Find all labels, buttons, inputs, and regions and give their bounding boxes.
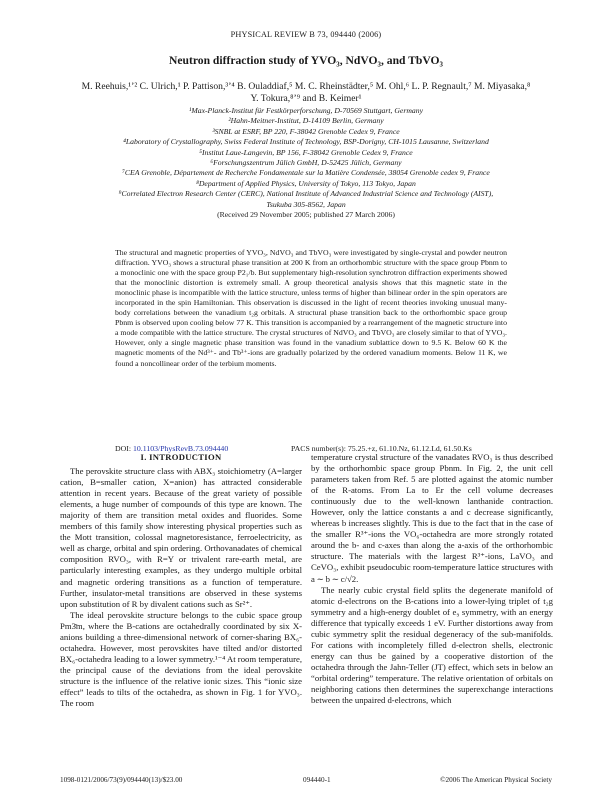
affiliation: ¹Max-Planck-Institut für Festkörperforschung, D-70569 Stuttgart, Germany: [189, 106, 423, 115]
paragraph: The ideal perovskite structure belongs to the cubic space group Pm3̄m, where the B-cations are octahedrally coordinated by six X-anions building a three-dimensional network of corner-sharing BX₆-octahedra. However, most perovskites have tilted and/or distorted BX₆-octahedra leading to a lower symmetry.¹⁻⁴ At room temperature, the principal cause of the deviations from the ideal perovskite structure is the influence of the relative ionic sizes. This “ionic size effect” leads to tilts of the octahedra, as shown in Fig. 1 for YVO₃. The room: [60, 609, 302, 709]
affiliation: Tsukuba 305-8562, Japan: [266, 199, 346, 209]
author-list: [50, 81, 562, 105]
paragraph: The perovskite structure class with ABX₃ stoichiometry (A=larger cation, B=smaller cation, X=anion) has attracted considerable attention in recent years. Because of the great variety of possible elements, a huge number of compounds of this type are known. The majority of them are transition metal oxides and fluorides. Some members of this family show interesting physical properties such as the Mott transition, colossal magnetoresistance, ferroelectricity, as well as charge, orbital and spin ordering. Orthovanadates of chemical composition RVO₃, with R=Y or trivalent rare-earth metal, are particularly interesting examples, as they undergo multiple orbital and magnetic ordering transitions as a function of temperature. Further, insulator-metal transitions are observed in these systems upon substitution of R by divalent cations such as Sr²⁺.: [60, 466, 302, 609]
affiliation: ⁶Forschungszentrum Jülich GmbH, D-52425 Jülich, Germany: [210, 157, 402, 167]
abstract-text: The structural and magnetic properties of YVO₃, NdVO₃ and TbVO₃ were investigated by single-crystal and powder neutron diffraction. YVO₃ shows a structural phase transition at 200 K from an orthorhombic structure with the space group Pbnm to a monoclinic one with the space group P2₁/b. But supplementary high-resolution synchrotron diffraction experiments showed that the monoclinic distortion is extremely small. A group theoretical analysis shows that this magnetic state in the monoclinic phase is incompatible with the lattice structure, unless terms of higher than bilinear order in the spin operators are incorporated in the spin Hamiltonian. This observation is discussed in the light of recent theories invoking unusual many-body correlations between the vanadium t₂g orbitals. A structural phase transition back to the orthorhombic space group Pbnm is observed upon cooling below 77 K. This transition is accompanied by a rearrangement of the magnetic structure into a mode compatible with the lattice structure. The crystal structures of NdVO₃ and TbVO₃ are closely similar to that of YVO₃. However, only a single magnetic phase transition was found in the vanadium sublattice down to 9.5 K. Below 60 K the magnetic moments of the Nd³⁺- and Tb³⁺-ions are gradually polarized by the ordered vanadium moments. Below 11 K, we found a noncollinear order of the terbium moments.: [115, 248, 507, 368]
affiliation: ⁴Laboratory of Crystallography, Swiss Federal Institute of Technology, BSP-Dorigny, CH-1015 Lausanne, Switzerland: [123, 137, 489, 147]
page-number: 094440-1: [303, 776, 331, 784]
affiliation: ³SNBL at ESRF, BP 220, F-38042 Grenoble Cedex 9, France: [212, 126, 400, 136]
affiliation: ²Hahn-Meitner-Institut, D-14109 Berlin, Germany: [228, 116, 384, 126]
footer-issn: 1098-0121/2006/73(9)/094440(13)/$23.00: [60, 776, 183, 784]
affiliation: ⁵Institut Laue-Langevin, BP 156, F-38042 Grenoble Cedex 9, France: [199, 147, 413, 157]
affiliation: ⁷CEA Grenoble, Département de Recherche Fondamentale sur la Matière Condensée, 38054 Grenoble cedex 9, France: [122, 168, 490, 178]
affiliation: ⁸Department of Applied Physics, University of Tokyo, 113 Tokyo, Japan: [196, 178, 416, 188]
abstract: [115, 248, 507, 369]
copyright: ©2006 The American Physical Society: [440, 776, 552, 784]
received-dates: (Received 29 November 2005; published 27 March 2006): [217, 209, 395, 219]
author-line: M. Reehuis,¹ʼ² C. Ulrich,¹ P. Pattison,³ʼ⁴ B. Ouladdiaf,⁵ M. C. Rheinstädter,⁵ M. Ohl,⁶ L. P. Regnault,⁷ M. Miyasaka,⁸: [81, 81, 531, 92]
pacs-numbers: PACS number(s): 75.25.+z, 61.10.Nz, 61.12.Ld, 61.50.Ks: [291, 444, 472, 453]
section-heading: I. INTRODUCTION: [140, 452, 222, 462]
affiliation: ⁹Correlated Electron Research Center (CERC), National Institute of Advanced Industrial Science and Technology (AIST),: [118, 189, 494, 199]
author-line: Y. Tokura,⁸ʼ⁹ and B. Keimer¹: [250, 93, 362, 104]
affiliation-list: [40, 106, 572, 220]
journal-header: PHYSICAL REVIEW B 73, 094440 (2006): [230, 30, 382, 39]
left-column: [60, 452, 302, 709]
paper-title: Neutron diffraction study of YVO₃, NdVO₃, and TbVO₃: [169, 54, 443, 67]
right-column: [311, 452, 553, 706]
doi-link[interactable]: 10.1103/PhysRevB.73.094440: [132, 444, 229, 453]
doi-label: DOI:: [115, 444, 132, 453]
paragraph: The nearly cubic crystal field splits the degenerate manifold of atomic d-electrons on the B-cations into a lower-lying triplet of t₂g symmetry and a high-energy doublet of e₉ symmetry, with an energy difference that typically exceeds 1 eV. Further distortions away from cubic symmetry split the residual degeneracy of the sub-manifolds. For cations with incompletely filled d-electron shells, electronic energy can thus be gained by a cooperative distortion of the octahedra through the Jahn-Teller (JT) effect, which sets in below an “orbital ordering” temperature. The relative orientation of orbitals on neighboring cations then determines the superexchange interactions between the unpaired d-electrons, which: [311, 584, 553, 706]
paragraph: temperature crystal structure of the vanadates RVO₃ is thus described by the orthorhombic space group Pbnm. In Fig. 2, the unit cell parameters taken from Ref. 5 are plotted against the atomic number of the R-atoms. From La to Er the cell volume decreases continuously due to the well-known lanthanide contraction. However, only the lattice constants a and c decrease significantly, whereas b increases slightly. This is due to the fact that in the case of the smaller R³⁺-ions the VO₆-octahedra are more strongly rotated around the b- and c-axes than along the a-axis of the orthorhombic structure. The materials with the largest R³⁺-ions, LaVO₃ and CeVO₃, exhibit pseudocubic room-temperature lattice structures with a ∼ b ∼ c/√2.: [311, 452, 553, 584]
